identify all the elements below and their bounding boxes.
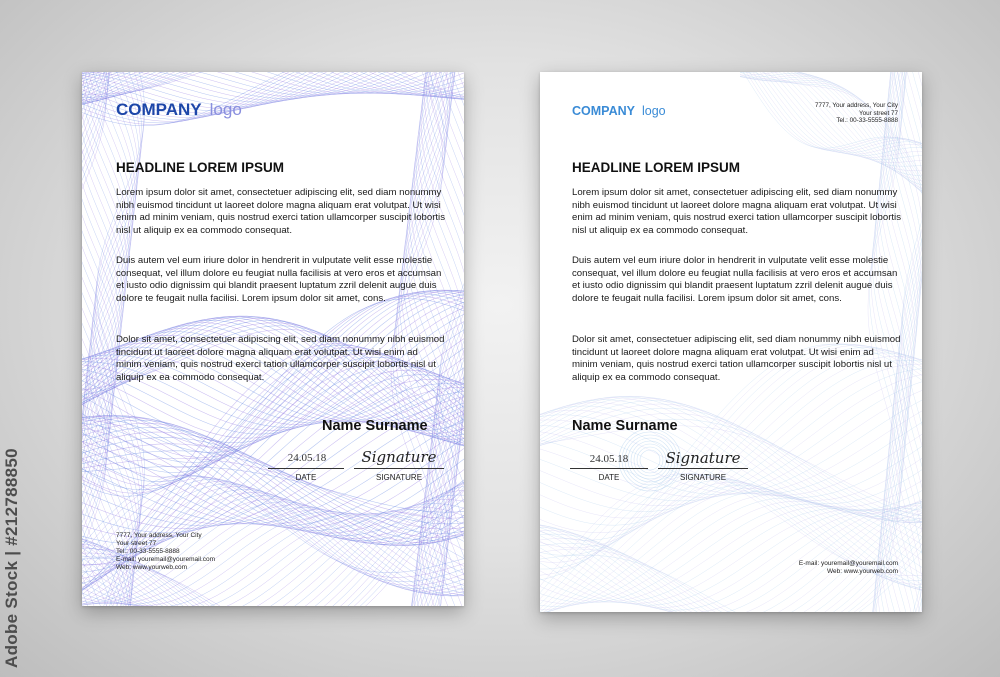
address-block-right [815, 102, 898, 125]
name-surname: Name Surname [572, 418, 678, 434]
body-paragraph-1: Lorem ipsum dolor sit amet, consectetuer adipiscing elit, sed diam nonummy nibh euismod tincidunt ut laoreet dolore magna aliquam erat volutpat. Ut wisi enim ad minim veniam, quis nostrud exerci tation ullamcorper suscipit lobortis nisl ut aliquip ex ea commodo consequat. [572, 187, 901, 236]
letterhead-sheet-right [540, 72, 922, 612]
signature-line [658, 468, 748, 469]
logo-text: logo [209, 100, 242, 119]
signature-line [354, 468, 444, 469]
company-logo-left [116, 100, 242, 120]
headline: HEADLINE LOREM IPSUM [116, 160, 285, 175]
header-street: Your street 77 [859, 109, 898, 117]
date-line [268, 468, 344, 469]
date-label: DATE [598, 473, 620, 482]
contact-address: 7777, Your address, Your City [116, 532, 202, 539]
signature-label: SIGNATURE [375, 473, 423, 482]
body-paragraph-1: Lorem ipsum dolor sit amet, consectetuer adipiscing elit, sed diam nonummy nibh euismod tincidunt ut laoreet dolore magna aliquam erat volutpat. Ut wisi enim ad minim veniam, quis nostrud exerci tation ullamcorper suscipit lobortis nisl ut aliquip ex ea commodo consequat. [116, 187, 445, 236]
company-logo-right [572, 104, 666, 118]
signature-label: SIGNATURE [679, 473, 727, 482]
company-name: COMPANY [572, 104, 635, 118]
date-value: 24.05.18 [287, 452, 327, 464]
date-line [570, 468, 648, 469]
contact-web: Web: www.yourweb.com [116, 563, 188, 571]
headline: HEADLINE LOREM IPSUM [572, 160, 741, 175]
contact-street: Your street 77 [116, 539, 157, 547]
contact-web: Web: www.yourweb.com [826, 567, 898, 575]
contact-block-right [799, 560, 898, 576]
contact-email: E-mail: youremail@youremail.com [116, 555, 216, 563]
name-surname: Name Surname [322, 418, 428, 434]
signature-script: Signature [361, 448, 437, 466]
stock-id-label: Adobe Stock | #212788850 [2, 448, 21, 668]
company-name: COMPANY [116, 100, 202, 119]
contact-email: E-mail: youremail@youremail.com [798, 560, 898, 567]
header-address: 7777, Your address, Your City [815, 102, 898, 109]
header-phone: Tel.: 00-33-5555-8888 [836, 117, 898, 125]
date-value: 24.05.18 [589, 453, 629, 465]
body-paragraph-3: Dolor sit amet, consectetuer adipiscing elit, sed diam nonummy nibh euismod tincidunt ut laoreet dolore magna aliquam erat volutpat. Ut wisi enim ad minim veniam, quis nostrud exerci tation ullamcorper suscipit lobortis nisl ut aliquip ex ea commodo consequat. [116, 334, 445, 383]
body-paragraph-3: Dolor sit amet, consectetuer adipiscing elit, sed diam nonummy nibh euismod tincidunt ut laoreet dolore magna aliquam erat volutpat. Ut wisi enim ad minim veniam, quis nostrud exerci tation ullamcorper suscipit lobortis nisl ut aliquip ex ea commodo consequat. [572, 334, 901, 383]
letterhead-sheet-left [82, 72, 464, 606]
date-label: DATE [295, 473, 317, 482]
body-paragraph-2: Duis autem vel eum iriure dolor in hendrerit in vulputate velit esse molestie consequat, vel illum dolore eu feugiat nulla facilisis at vero eros et accumsan et iusto odio dignissim qui blandit praesent luptatum zzril delenit augue duis dolore te feugait nulla facilisi. Lorem ipsum dolor sit amet, cons. [572, 255, 898, 304]
contact-phone: Tel.: 00-33-5555-8888 [116, 547, 180, 555]
logo-text: logo [641, 104, 666, 118]
signature-script: Signature [665, 449, 741, 467]
body-paragraph-2: Duis autem vel eum iriure dolor in hendrerit in vulputate velit esse molestie consequat, vel illum dolore eu feugiat nulla facilisis at vero eros et accumsan et iusto odio dignissim qui blandit praesent luptatum zzril delenit augue duis dolore te feugait nulla facilisi. Lorem ipsum dolor sit amet, cons. [116, 255, 442, 304]
contact-block-left [116, 532, 215, 572]
